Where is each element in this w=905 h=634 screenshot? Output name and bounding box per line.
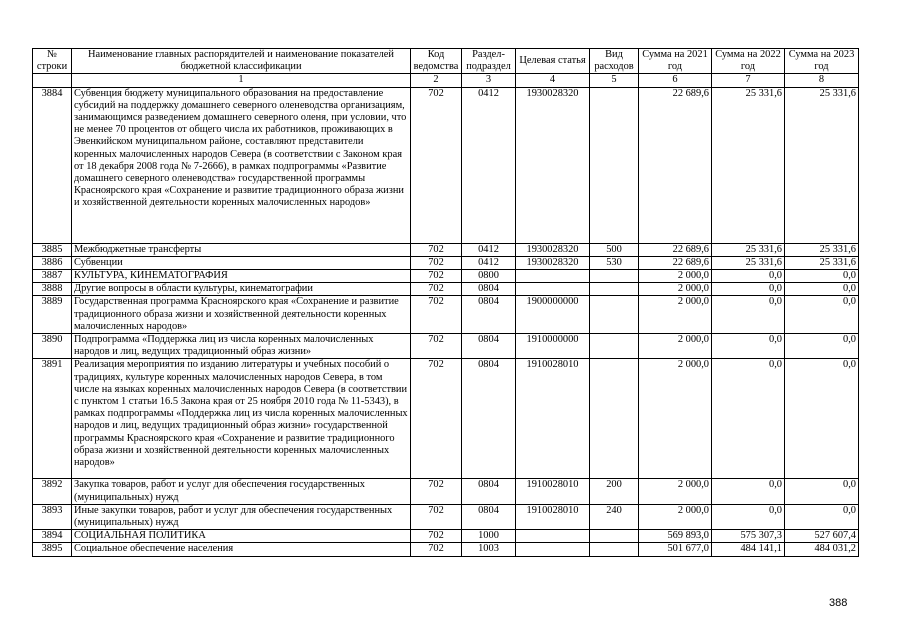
row-number: 3888	[33, 283, 72, 296]
column-number: 2	[411, 74, 462, 87]
table-row	[33, 270, 859, 283]
row-sum-2022: 25 331,6	[712, 87, 785, 243]
row-sum-2022: 0,0	[712, 359, 785, 479]
table-row	[33, 296, 859, 334]
row-department-code: 702	[411, 479, 462, 504]
row-expense-type: 200	[590, 479, 639, 504]
row-name: Закупка товаров, работ и услуг для обеспечения государственных (муниципальных) нужд	[72, 479, 411, 504]
row-target-article	[516, 543, 590, 556]
row-expense-type	[590, 87, 639, 243]
row-number: 3885	[33, 243, 72, 256]
header-row-number: № строки	[33, 49, 72, 74]
row-name: Другие вопросы в области культуры, кинематографии	[72, 283, 411, 296]
row-section: 1003	[462, 543, 516, 556]
row-name: Государственная программа Красноярского края «Сохранение и развитие традиционного образа жизни и хозяйственной деятельности коренных малочисленных народов»	[72, 296, 411, 334]
row-number: 3891	[33, 359, 72, 479]
header-sum-2023: Сумма на 2023 год	[785, 49, 859, 74]
column-number: 8	[785, 74, 859, 87]
row-sum-2023: 0,0	[785, 296, 859, 334]
table-row	[33, 243, 859, 256]
row-sum-2023: 25 331,6	[785, 243, 859, 256]
table-row	[33, 359, 859, 479]
row-department-code: 702	[411, 359, 462, 479]
row-sum-2022: 0,0	[712, 283, 785, 296]
row-number: 3884	[33, 87, 72, 243]
row-sum-2022: 0,0	[712, 504, 785, 529]
row-section: 0804	[462, 359, 516, 479]
row-target-article: 1910028010	[516, 359, 590, 479]
row-name: Межбюджетные трансферты	[72, 243, 411, 256]
table-row	[33, 283, 859, 296]
row-sum-2021: 2 000,0	[639, 283, 712, 296]
row-sum-2022: 25 331,6	[712, 243, 785, 256]
row-sum-2023: 0,0	[785, 504, 859, 529]
row-sum-2023: 0,0	[785, 359, 859, 479]
row-sum-2023: 25 331,6	[785, 256, 859, 269]
row-target-article	[516, 530, 590, 543]
row-sum-2021: 22 689,6	[639, 256, 712, 269]
row-sum-2023: 0,0	[785, 479, 859, 504]
header-department-code: Код ведомства	[411, 49, 462, 74]
table-row	[33, 543, 859, 556]
table-row	[33, 530, 859, 543]
column-number: 4	[516, 74, 590, 87]
row-sum-2021: 22 689,6	[639, 87, 712, 243]
table-row	[33, 479, 859, 504]
row-sum-2021: 2 000,0	[639, 334, 712, 359]
row-sum-2022: 0,0	[712, 334, 785, 359]
row-target-article: 1930028320	[516, 243, 590, 256]
row-section: 0804	[462, 504, 516, 529]
row-target-article: 1910000000	[516, 334, 590, 359]
row-sum-2022: 484 141,1	[712, 543, 785, 556]
row-department-code: 702	[411, 504, 462, 529]
row-name: КУЛЬТУРА, КИНЕМАТОГРАФИЯ	[72, 270, 411, 283]
row-section: 0412	[462, 256, 516, 269]
row-sum-2021: 501 677,0	[639, 543, 712, 556]
column-number: 3	[462, 74, 516, 87]
row-sum-2022: 25 331,6	[712, 256, 785, 269]
row-expense-type	[590, 359, 639, 479]
row-expense-type: 530	[590, 256, 639, 269]
row-name: Подпрограмма «Поддержка лиц из числа коренных малочисленных народов и лиц, ведущих традиционный образ жизни»	[72, 334, 411, 359]
row-section: 0804	[462, 283, 516, 296]
row-department-code: 702	[411, 243, 462, 256]
row-number: 3895	[33, 543, 72, 556]
row-number: 3890	[33, 334, 72, 359]
row-name: Иные закупки товаров, работ и услуг для обеспечения государственных (муниципальных) нужд	[72, 504, 411, 529]
row-sum-2022: 0,0	[712, 296, 785, 334]
row-section: 0804	[462, 296, 516, 334]
row-name: Субвенции	[72, 256, 411, 269]
row-department-code: 702	[411, 283, 462, 296]
row-target-article: 1900000000	[516, 296, 590, 334]
column-number	[33, 74, 72, 87]
row-sum-2021: 2 000,0	[639, 296, 712, 334]
row-department-code: 702	[411, 256, 462, 269]
table-row	[33, 334, 859, 359]
row-expense-type	[590, 296, 639, 334]
row-sum-2023: 25 331,6	[785, 87, 859, 243]
row-department-code: 702	[411, 87, 462, 243]
row-name: СОЦИАЛЬНАЯ ПОЛИТИКА	[72, 530, 411, 543]
row-sum-2022: 575 307,3	[712, 530, 785, 543]
row-department-code: 702	[411, 270, 462, 283]
page-number: 388	[829, 597, 848, 609]
table-row	[33, 87, 859, 243]
row-number: 3893	[33, 504, 72, 529]
row-sum-2021: 2 000,0	[639, 479, 712, 504]
header-name: Наименование главных распорядителей и наименование показателей бюджетной классификации	[72, 49, 411, 74]
column-number: 7	[712, 74, 785, 87]
row-department-code: 702	[411, 530, 462, 543]
row-sum-2021: 569 893,0	[639, 530, 712, 543]
header-section: Раздел-подраздел	[462, 49, 516, 74]
row-number: 3894	[33, 530, 72, 543]
row-name: Социальное обеспечение населения	[72, 543, 411, 556]
row-name: Субвенция бюджету муниципального образования на предоставление субсидий на поддержку домашнего северного оленеводства организациям, занимающимся разведением домашнего северного оленя, при условии, что не менее 70 процентов от общего числа их работников, проживающих в Эвенкийском муниципальном районе, составляют представители коренных малочисленных народов Севера (в соответствии с Законом края от 18 декабря 2008 года № 7-2666), в рамках подпрограммы «Развитие домашнего северного оленеводства» государственной программы Красноярского края «Сохранение и развитие традиционного образа жизни и хозяйственной деятельности коренных малочисленных народов»	[72, 87, 411, 243]
header-expense-type: Вид расходов	[590, 49, 639, 74]
row-target-article: 1910028010	[516, 504, 590, 529]
row-expense-type: 500	[590, 243, 639, 256]
row-sum-2023: 484 031,2	[785, 543, 859, 556]
row-sum-2021: 22 689,6	[639, 243, 712, 256]
header-sum-2021: Сумма на 2021 год	[639, 49, 712, 74]
table-row	[33, 256, 859, 269]
row-target-article	[516, 270, 590, 283]
row-target-article: 1930028320	[516, 256, 590, 269]
budget-table	[32, 48, 859, 557]
row-expense-type	[590, 270, 639, 283]
column-number: 1	[72, 74, 411, 87]
row-name: Реализация мероприятия по изданию литературы и учебных пособий о традициях, культуре коренных малочисленных народов Севера, в том числе на языках коренных малочисленных народов Севера (в соответствии с пунктом 1 статьи 16.5 Закона края от 25 ноября 2010 года № 11-5343), в рамках подпрограммы «Поддержка лиц из числа коренных малочисленных народов и лиц, ведущих традиционный образ жизни» государственной программы Красноярского края «Сохранение и развитие традиционного образа жизни и хозяйственной деятельности коренных малочисленных народов»	[72, 359, 411, 479]
row-number: 3889	[33, 296, 72, 334]
row-section: 0804	[462, 334, 516, 359]
row-department-code: 702	[411, 543, 462, 556]
header-row	[33, 49, 859, 74]
row-number: 3886	[33, 256, 72, 269]
row-department-code: 702	[411, 296, 462, 334]
row-expense-type	[590, 283, 639, 296]
row-sum-2021: 2 000,0	[639, 504, 712, 529]
row-expense-type	[590, 530, 639, 543]
row-sum-2021: 2 000,0	[639, 270, 712, 283]
row-number: 3892	[33, 479, 72, 504]
row-sum-2023: 0,0	[785, 283, 859, 296]
header-sum-2022: Сумма на 2022 год	[712, 49, 785, 74]
row-sum-2023: 527 607,4	[785, 530, 859, 543]
row-target-article: 1910028010	[516, 479, 590, 504]
column-number-row	[33, 74, 859, 87]
row-section: 0412	[462, 87, 516, 243]
row-number: 3887	[33, 270, 72, 283]
row-section: 0412	[462, 243, 516, 256]
row-target-article: 1930028320	[516, 87, 590, 243]
row-section: 1000	[462, 530, 516, 543]
row-sum-2023: 0,0	[785, 270, 859, 283]
row-department-code: 702	[411, 334, 462, 359]
column-number: 6	[639, 74, 712, 87]
row-target-article	[516, 283, 590, 296]
row-section: 0804	[462, 479, 516, 504]
row-sum-2023: 0,0	[785, 334, 859, 359]
header-target-article: Целевая статья	[516, 49, 590, 74]
row-sum-2022: 0,0	[712, 479, 785, 504]
row-section: 0800	[462, 270, 516, 283]
row-expense-type: 240	[590, 504, 639, 529]
row-expense-type	[590, 334, 639, 359]
row-sum-2022: 0,0	[712, 270, 785, 283]
row-expense-type	[590, 543, 639, 556]
column-number: 5	[590, 74, 639, 87]
table-row	[33, 504, 859, 529]
row-sum-2021: 2 000,0	[639, 359, 712, 479]
